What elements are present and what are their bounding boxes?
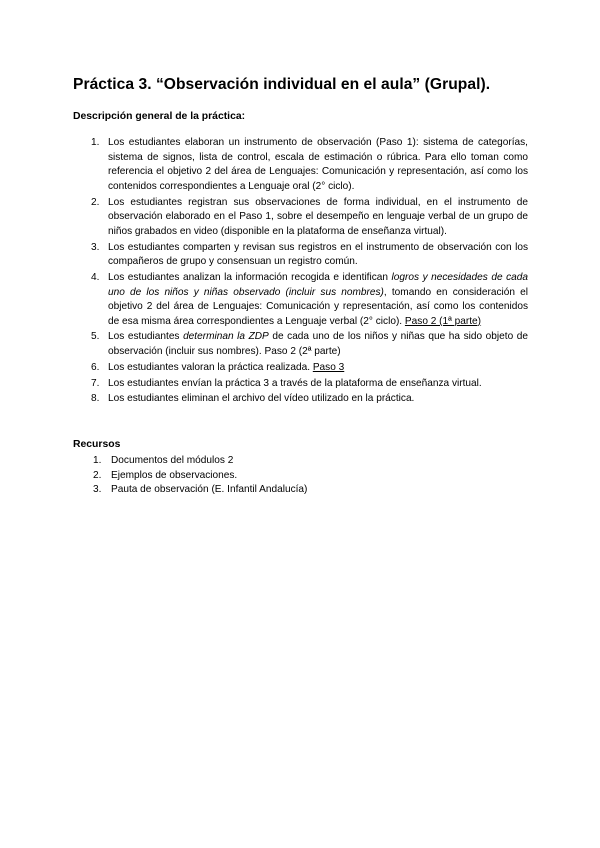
- step-text: Los estudiantes analizan la información recogida e identifican: [108, 271, 392, 283]
- step-emphasis: logros y necesidades de cada uno de los niños y niñas observado (incluir sus nombres): [108, 271, 528, 298]
- step-text-cont: de cada uno de los niños y niñas que ha sido objeto de observación (incluir sus nombres). Paso 2 (2ª parte): [108, 331, 528, 358]
- paso-3-link[interactable]: Paso 3: [312, 361, 345, 373]
- resource-text: Pauta de observación (E. Infantil Andalucía): [111, 484, 308, 496]
- step-text: Los estudiantes registran sus observaciones de forma individual, en el instrumento de observación elaborado en el Paso 1, sobre el desempeño en lenguaje verbal de un grupo de niños grabados en video (disponible en la plataforma de enseñanza virtual).: [108, 196, 528, 237]
- steps-list: [91, 136, 528, 408]
- step-item-5: 5. Los estudiantes determinan la ZDP de cada uno de los niños y niñas que ha sido objeto de observación (incluir sus nombres). Paso 2 (2ª parte): [91, 331, 528, 358]
- step-item-8: 8. Los estudiantes eliminan el archivo del vídeo utilizado en la práctica.: [91, 393, 415, 405]
- step-item-2: 2. Los estudiantes registran sus observaciones de forma individual, en el instrumento de observación elaborado en el Paso 1, sobre el desempeño en lenguaje verbal de un grupo de niños grabados en video (disponible en la plataforma de enseñanza virtual).: [91, 196, 528, 237]
- step-item-1: 1. Los estudiantes elaboran un instrumento de observación (Paso 1): sistema de categorías, sistema de signos, lista de control, escala de estimación o rúbrica. Para ello toman como referencia el objetivo 2 del área de Lenguajes: Comunicación y representación, así como los contenidos correspondientes a Lenguaje oral (2° ciclo).: [91, 137, 528, 192]
- resource-item-3: 3. Pauta de observación (E. Infantil Andalucía): [93, 484, 308, 496]
- resource-item-2: 2. Ejemplos de observaciones.: [93, 469, 238, 481]
- step-item-4: 4. Los estudiantes analizan la información recogida e identifican logros y necesidades de cada uno de los niños y niñas observado (incluir sus nombres), tomando en consideración el objetivo 2 del área de Lenguajes: Comunicación y representación, así como los contenidos de esa misma área correspondientes a Lenguaje verbal (2° ciclo). Paso 2 (1ª parte): [91, 271, 528, 327]
- step-item-7: 7. Los estudiantes envían la práctica 3 a través de la plataforma de enseñanza virtual.: [91, 377, 482, 389]
- step-text: Los estudiantes valoran la práctica realizada.: [108, 361, 313, 373]
- description-heading: Descripción general de la práctica:: [73, 111, 246, 122]
- step-text: Los estudiantes eliminan el archivo del vídeo utilizado en la práctica.: [108, 393, 415, 405]
- page-title: Práctica 3. “Observación individual en el aula” (Grupal).: [73, 76, 491, 93]
- resources-heading: Recursos: [73, 439, 121, 450]
- resources-list: [93, 454, 307, 498]
- paso-2-first-part-link[interactable]: Paso 2 (1ª parte): [404, 315, 482, 327]
- step-item-3: 3. Los estudiantes comparten y revisan sus registros en el instrumento de observación con los compañeros de grupo y consensuan un registro común.: [91, 241, 528, 268]
- step-emphasis: determinan la ZDP: [183, 331, 269, 343]
- step-text-cont: , tomando en consideración el objetivo 2 del área de Lenguajes: Comunicación y representación, así como los contenidos de esa misma área correspondientes a Lenguaje verbal (2° ciclo).: [108, 286, 528, 327]
- step-text: Los estudiantes elaboran un instrumento de observación (Paso 1): sistema de categorías, sistema de signos, lista de control, escala de estimación o rúbrica. Para ello toman como referencia el objetivo 2 del área de Lenguajes: Comunicación y representación, así como los contenidos correspondientes a Lenguaje oral (2° ciclo).: [108, 137, 528, 192]
- step-text: Los estudiantes comparten y revisan sus registros en el instrumento de observación con los compañeros de grupo y consensuan un registro común.: [108, 241, 528, 268]
- step-text: Los estudiantes: [108, 331, 184, 343]
- step-text: Los estudiantes envían la práctica 3 a través de la plataforma de enseñanza virtual.: [108, 377, 482, 389]
- resource-text: Ejemplos de observaciones.: [111, 469, 238, 481]
- step-item-6: 6. Los estudiantes valoran la práctica realizada. Paso 3: [91, 361, 345, 373]
- resource-text: Documentos del módulos 2: [111, 455, 234, 466]
- resource-item-1: 1. Documentos del módulos 2: [93, 455, 234, 466]
